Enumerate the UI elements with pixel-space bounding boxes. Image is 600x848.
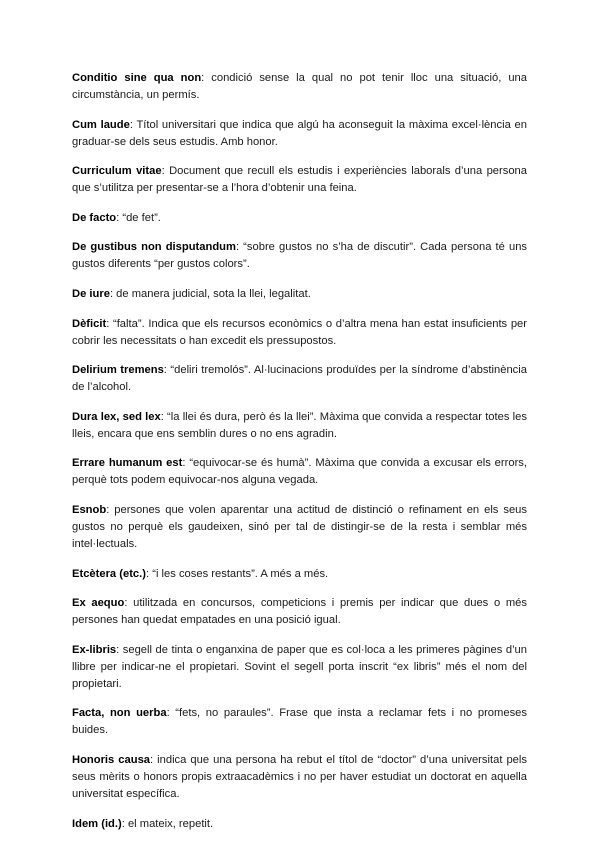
glossary-entry (72, 239, 527, 273)
glossary-entry (72, 409, 527, 443)
entry-definition: : segell de tinta o enganxina de paper que es col·loca a les primeres pàgines d’un llibre per indicar-ne el propietari. Sovint el segell porta inscrit “ex libris” més el nom del propietari. (72, 643, 527, 690)
glossary-entry (72, 566, 527, 583)
glossary-entry (72, 752, 527, 803)
entry-term: Errare humanum est (72, 457, 183, 470)
entry-term: Dura lex, sed lex (72, 410, 161, 423)
glossary-entry (72, 816, 527, 833)
glossary-entry (72, 210, 527, 227)
entry-definition: : “equivocar-se és humà”. Màxima que convida a excusar els errors, perquè tots podem equivocar-nos alguna vegada. (72, 457, 527, 487)
entry-term: De iure (72, 287, 110, 300)
entry-term: Facta, non uerba (72, 707, 167, 720)
entry-definition: : persones que volen aparentar una actitud de distinció o refinament en els seus gustos no perquè els gaudeixen, sinó per tal de distingir-se de la resta i semblar més intel·lectuals. (72, 503, 527, 550)
entry-term: De facto (72, 211, 117, 224)
entry-definition: : condició sense la qual no pot tenir lloc una situació, una circumstància, un permís. (72, 72, 527, 101)
entry-term: Curriculum vitae (72, 165, 162, 178)
glossary-entry (72, 642, 527, 693)
entry-term: Honoris causa (72, 753, 151, 766)
entry-definition: : “falta”. Indica que els recursos econòmics o d’altra mena han estat insuficients per cobrir les necessitats o han excedit els pressupostos. (72, 317, 527, 347)
glossary-entry (72, 316, 527, 350)
entry-term: Idem (id.) (72, 817, 122, 830)
glossary-entry (72, 286, 527, 303)
glossary-entry (72, 163, 527, 197)
entry-term: Esnob (72, 503, 107, 516)
entry-definition: : “fets, no paraules”. Frase que insta a reclamar fets i no promeses buides. (72, 707, 527, 737)
glossary-entry (72, 362, 527, 396)
entry-term: De gustibus non disputandum (72, 241, 236, 254)
glossary-entry (72, 595, 527, 629)
glossary-entry (72, 455, 527, 489)
entry-definition: : “de fet”. (116, 211, 161, 224)
entry-term: Conditio sine qua non (72, 72, 202, 84)
entry-definition: : Títol universitari que indica que algú ha aconseguit la màxima excel·lència en graduar-se dels seus estudis. Amb honor. (72, 118, 527, 148)
entry-term: Etcètera (etc.) (72, 567, 146, 580)
entry-definition: : “i les coses restants”. A més a més. (146, 567, 329, 580)
glossary-entry (72, 705, 527, 739)
entry-term: Dèficit (72, 317, 107, 330)
entry-definition: : “deliri tremolós”. Al·lucinacions produïdes per la síndrome d’abstinència de l’alcohol. (72, 364, 527, 394)
entry-definition: : indica que una persona ha rebut el títol de “doctor” d’una universitat pels seus mèrits o honors propis extraacadèmics i no per haver estudiat un doctorat en aquella universitat específica. (72, 753, 527, 800)
glossary-entry (72, 117, 527, 151)
glossary (72, 70, 527, 845)
entry-term: Cum laude (72, 118, 130, 131)
glossary-entry (72, 502, 527, 553)
entry-definition: : “sobre gustos no s’ha de discutir”. Cada persona té uns gustos diferents “per gustos colors”. (72, 241, 528, 271)
entry-definition: : “la llei és dura, però és la llei”. Màxima que convida a respectar totes les lleis, encara que ens semblin dures o no ens agradin. (72, 410, 527, 440)
entry-term: Delirium tremens (72, 364, 164, 377)
entry-term: Ex-libris (72, 643, 117, 656)
entry-definition: : Document que recull els estudis i experiències laborals d’una persona que s’utilitza per presentar-se a l’hora d’obtenir una feina. (72, 165, 527, 195)
entry-definition: : el mateix, repetit. (121, 817, 214, 830)
entry-term: Ex aequo (72, 597, 125, 610)
glossary-entry (72, 70, 527, 104)
entry-definition: : utilitzada en concursos, competicions i premis per indicar que dues o més persones han quedat empatades en una posició igual. (72, 597, 527, 627)
entry-definition: : de manera judicial, sota la llei, legalitat. (109, 287, 311, 300)
